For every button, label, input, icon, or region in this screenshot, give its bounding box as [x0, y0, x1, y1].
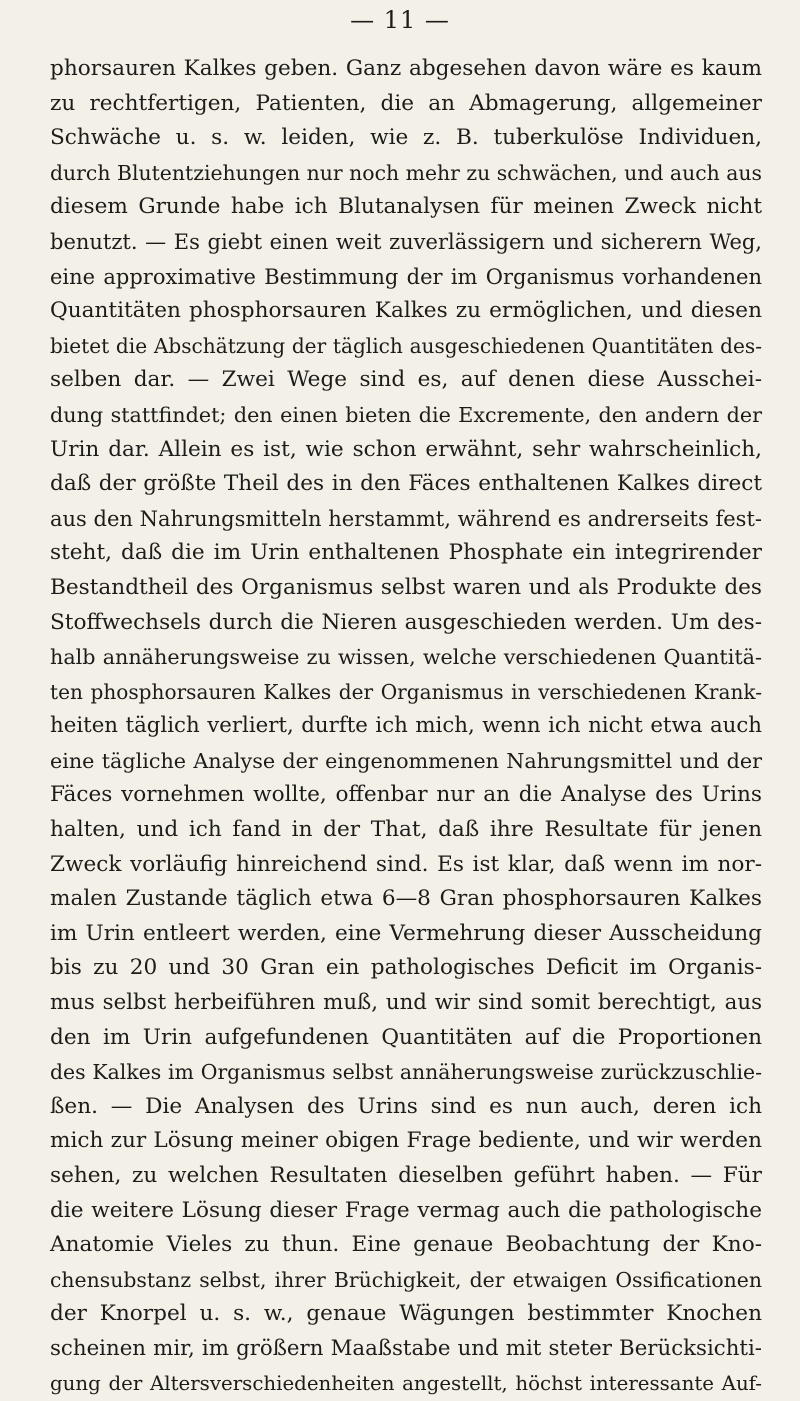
text-line: halten, und ich fand in der That, daß ihre Resultate für jenen: [50, 817, 762, 843]
text-line: chensubstanz selbst, ihrer Brüchigkeit, der etwaigen Ossificationen: [50, 1267, 762, 1292]
text-line: benutzt. — Es giebt einen weit zuverlässigern und sicherern Weg,: [50, 229, 762, 254]
text-line: bis zu 20 und 30 Gran ein pathologisches Deficit im Organis-: [50, 955, 762, 981]
text-line: diesem Grunde habe ich Blutanalysen für meinen Zweck nicht: [50, 194, 762, 220]
text-line: eine tägliche Analyse der eingenommenen Nahrungsmittel und der: [50, 748, 762, 773]
text-line: eine approximative Bestimmung der im Organismus vorhandenen: [50, 264, 762, 289]
text-line: malen Zustande täglich etwa 6—8 Gran phosphorsauren Kalkes: [50, 886, 762, 912]
text-line: dung stattfindet; den einen bieten die Excremente, den andern der: [50, 402, 762, 427]
text-line: Bestandtheil des Organismus selbst waren und als Produkte des: [50, 574, 762, 600]
text-line: daß der größte Theil des in den Fäces enthaltenen Kalkes direct: [50, 471, 762, 497]
text-line: Fäces vornehmen wollte, offenbar nur an die Analyse des Urins: [50, 782, 762, 808]
text-line: zu rechtfertigen, Patienten, die an Abmagerung, allgemeiner: [50, 90, 762, 116]
page-number: — 11 —: [350, 6, 450, 34]
text-line: durch Blutentziehungen nur noch mehr zu schwächen, und auch aus: [50, 160, 762, 185]
text-line: sehen, zu welchen Resultaten dieselben geführt haben. — Für: [50, 1163, 762, 1188]
text-line: gung der Altersverschiedenheiten angestellt, höchst interessante Auf-: [50, 1371, 762, 1395]
text-line: halb annäherungsweise zu wissen, welche verschiedenen Quantitä-: [50, 645, 762, 670]
text-line: heiten täglich verliert, durfte ich mich, wenn ich nicht etwa auch: [50, 713, 762, 739]
text-line: ten phosphorsauren Kalkes der Organismus in verschiedenen Krank-: [50, 679, 762, 704]
body-text: [50, 52, 762, 1401]
text-line: die weitere Lösung dieser Frage vermag auch die pathologische: [50, 1197, 762, 1223]
text-line: Zweck vorläufig hinreichend sind. Es ist klar, daß wenn im nor-: [50, 851, 762, 877]
text-line: mus selbst herbeiführen muß, und wir sind somit berechtigt, aus: [50, 990, 762, 1016]
text-line: des Kalkes im Organismus selbst annäherungsweise zurückzuschlie-: [50, 1060, 762, 1085]
text-line: bietet die Abschätzung der täglich ausgeschiedenen Quantitäten des-: [50, 333, 762, 358]
text-line: phorsauren Kalkes geben. Ganz abgesehen davon wäre es kaum: [50, 56, 762, 81]
text-line: mich zur Lösung meiner obigen Frage bediente, und wir werden: [50, 1128, 762, 1154]
text-line: steht, daß die im Urin enthaltenen Phosphate ein integrirender: [50, 540, 762, 566]
text-line: aus den Nahrungsmitteln herstammt, während es andrerseits fest-: [50, 506, 762, 531]
text-line: Quantitäten phosphorsauren Kalkes zu ermöglichen, und diesen: [50, 298, 762, 324]
text-line: selben dar. — Zwei Wege sind es, auf denen diese Ausschei-: [50, 367, 762, 393]
text-line: der Knorpel u. s. w., genaue Wägungen bestimmter Knochen: [50, 1301, 762, 1327]
text-line: im Urin entleert werden, eine Vermehrung dieser Ausscheidung: [50, 920, 762, 946]
text-line: Stoffwechsels durch die Nieren ausgeschieden werden. Um des-: [50, 609, 762, 635]
text-line: ßen. — Die Analysen des Urins sind es nun auch, deren ich: [50, 1093, 762, 1119]
text-line: scheinen mir, im größern Maaßstabe und mit steter Berücksichti-: [50, 1335, 762, 1361]
text-line: Urin dar. Allein es ist, wie schon erwähnt, sehr wahrscheinlich,: [50, 436, 762, 462]
text-line: Schwäche u. s. w. leiden, wie z. B. tuberkulöse Individuen,: [50, 125, 762, 151]
text-line: den im Urin aufgefundenen Quantitäten auf die Proportionen: [50, 1024, 762, 1050]
text-line: Anatomie Vieles zu thun. Eine genaue Beobachtung der Kno-: [50, 1232, 762, 1258]
